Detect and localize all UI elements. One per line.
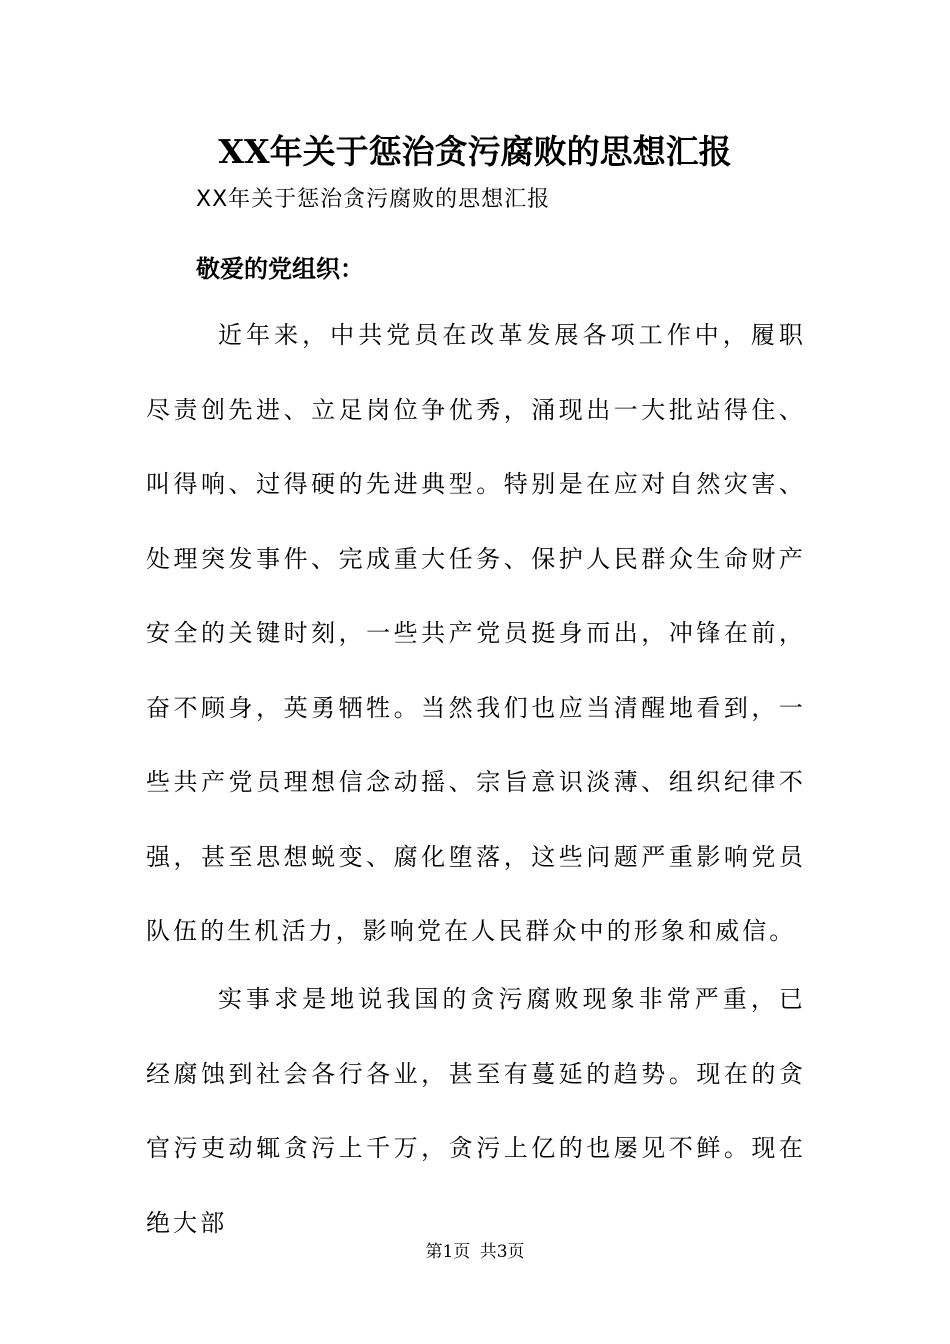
salutation: 敬爱的党组织： [196,255,364,283]
document-title: XX年关于惩治贪污腐败的思想汇报 [218,132,732,171]
body-paragraph-2: 实事求是地说我国的贪污腐败现象非常严重，已经腐蚀到社会各行各业，甚至有蔓延的趋势。现在的贪官污吏动辄贪污上千万，贪污上亿的也屡见不鲜。现在绝大部 [146,985,806,1237]
document-subtitle: XX年关于惩治贪污腐败的思想汇报 [196,187,551,212]
page-total: 共3页 [479,1242,525,1262]
body-paragraph-1: 近年来，中共党员在改革发展各项工作中，履职尽责创先进、立足岗位争优秀，涌现出一大批站得住、叫得响、过得硬的先进典型。特别是在应对自然灾害、处理突发事件、完成重大任务、保护人民群众生命财产安全的关键时刻，一些共产党员挺身而出，冲锋在前，奋不顾身，英勇牺牲。当然我们也应当清醒地看到，一些共产党员理想信念动摇、宗旨意识淡薄、组织纪律不强，甚至思想蜕变、腐化堕落，这些问题严重影响党员队伍的生机活力，影响党在人民群众中的形象和威信。 [146,321,806,945]
page-number: 第1页 [425,1242,471,1262]
page-footer [0,1240,950,1264]
